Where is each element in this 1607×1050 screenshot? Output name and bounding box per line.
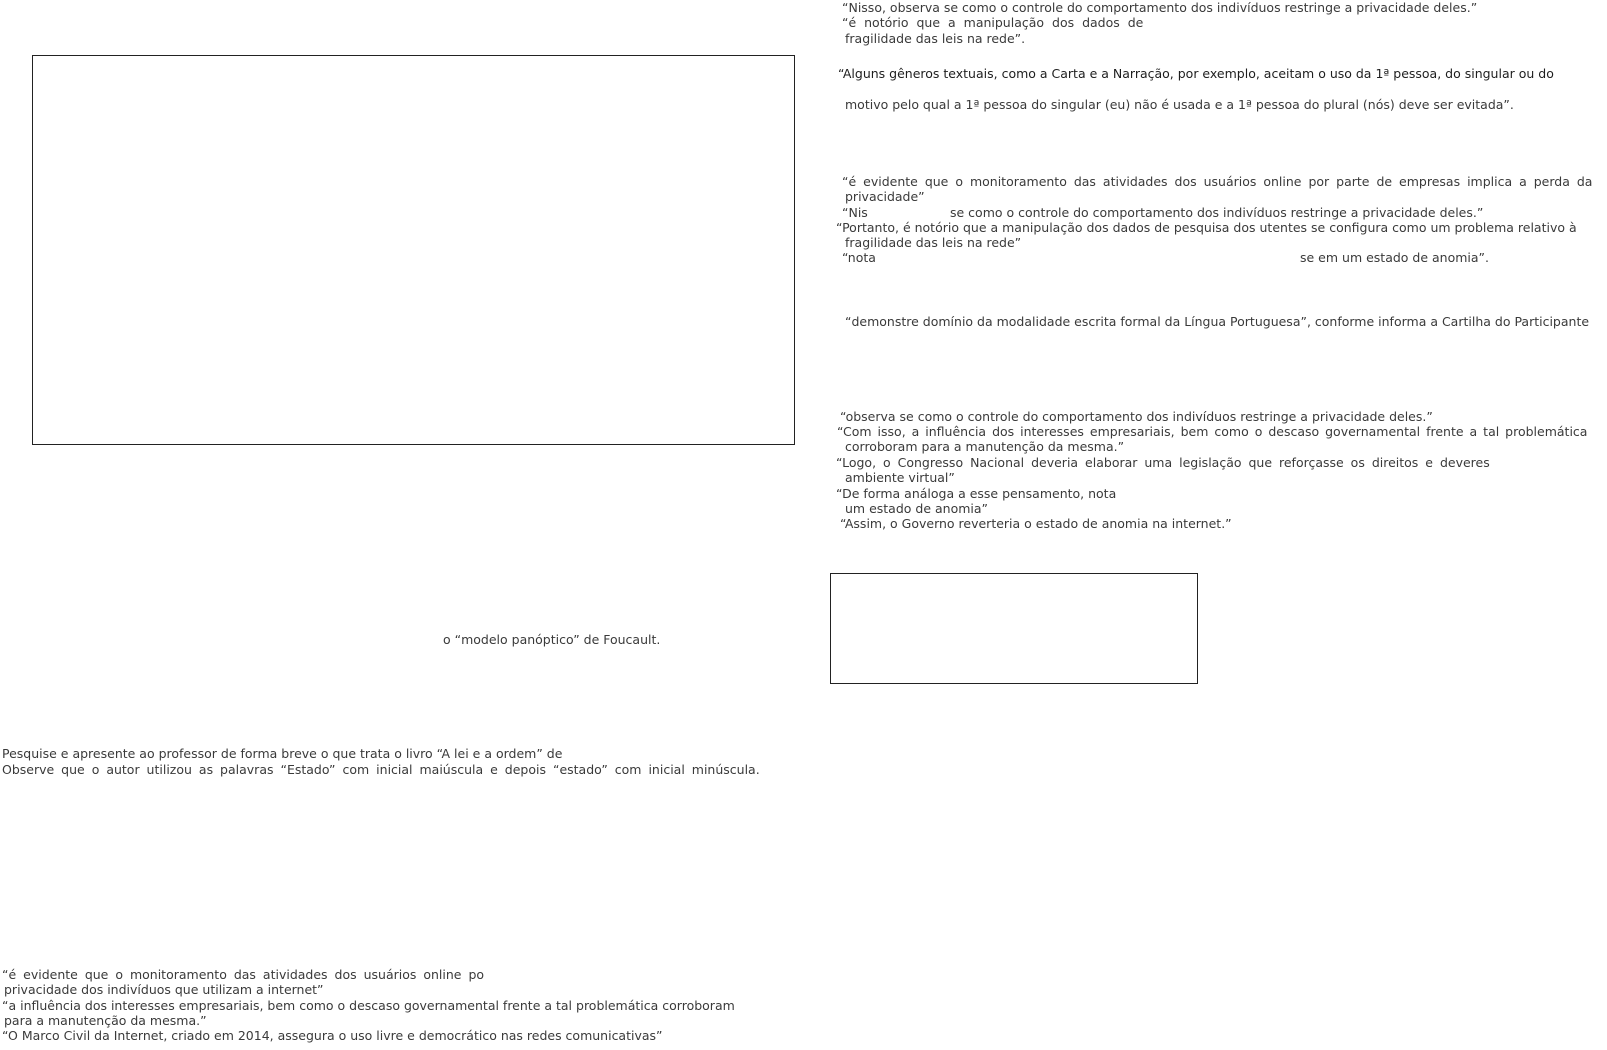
quote-line: “De forma análoga a esse pensamento, nota — [836, 486, 1117, 501]
quote-line: “Nis — [842, 205, 868, 220]
instruction-line: Pesquise e apresente ao professor de forma breve o que trata o livro “A lei e a ordem” de — [2, 746, 563, 761]
quote-line: “O Marco Civil da Internet, criado em 2014, assegura o uso livre e democrático nas redes comunicativas” — [2, 1028, 663, 1043]
foucault-caption: o “modelo panóptico” de Foucault. — [443, 632, 661, 647]
quote-line: privacidade” — [845, 189, 925, 204]
quote-line: privacidade dos indivíduos que utilizam a internet” — [4, 982, 324, 997]
quote-line: “Assim, o Governo reverteria o estado de anomia na internet.” — [840, 516, 1232, 531]
quote-line: ambiente virtual” — [845, 470, 955, 485]
cartilha-quote: “demonstre domínio da modalidade escrita formal da Língua Portuguesa”, conforme informa a Cartilha do Participante — [845, 314, 1590, 329]
quote-line: corroboram para a manutenção da mesma.” — [845, 439, 1125, 454]
quote-line: “a influência dos interesses empresariais, bem como o descaso governamental frente a tal problemática corroboram — [2, 998, 735, 1013]
quote-line: “observa se como o controle do comportamento dos indivíduos restringe a privacidade deles.” — [840, 409, 1433, 424]
quote-line: “Nisso, observa se como o controle do comportamento dos indivíduos restringe a privacidade deles.” — [842, 0, 1478, 15]
quote-line: para a manutenção da mesma.” — [4, 1013, 207, 1028]
image-placeholder-frame — [32, 55, 795, 445]
quote-line: se como o controle do comportamento dos indivíduos restringe a privacidade deles.” — [950, 205, 1484, 220]
quote-line: se em um estado de anomia”. — [1300, 250, 1489, 265]
quote-line: fragilidade das leis na rede” — [845, 235, 1022, 250]
quote-line: “nota — [842, 250, 876, 265]
answer-box-frame — [830, 573, 1198, 684]
quote-line: “Logo, o Congresso Nacional deveria elaborar uma legislação que reforçasse os direitos e deveres — [836, 455, 1490, 470]
genres-paragraph-line: “Alguns gêneros textuais, como a Carta e a Narração, por exemplo, aceitam o uso da 1ª pessoa, do singular ou do — [838, 66, 1554, 81]
quote-line: “é evidente que o monitoramento das atividades dos usuários online por parte de empresas implica a perda da — [842, 174, 1593, 189]
genres-paragraph-line: motivo pelo qual a 1ª pessoa do singular (eu) não é usada e a 1ª pessoa do plural (nós) deve ser evitada”. — [845, 97, 1514, 112]
quote-line: “é evidente que o monitoramento das atividades dos usuários online po — [2, 967, 485, 982]
quote-line: “Portanto, é notório que a manipulação dos dados de pesquisa dos utentes se configura como um problema relativo à — [836, 220, 1577, 235]
quote-line: um estado de anomia” — [845, 501, 989, 516]
quote-line: “Com isso, a influência dos interesses empresariais, bem como o descaso governamental frente a tal problemática — [837, 424, 1588, 439]
quote-line: fragilidade das leis na rede”. — [845, 31, 1026, 46]
quote-line: “é notório que a manipulação dos dados de — [842, 15, 1144, 30]
instruction-line: Observe que o autor utilizou as palavras “Estado” com inicial maiúscula e depois “estado” com inicial minúscula. — [2, 762, 760, 777]
